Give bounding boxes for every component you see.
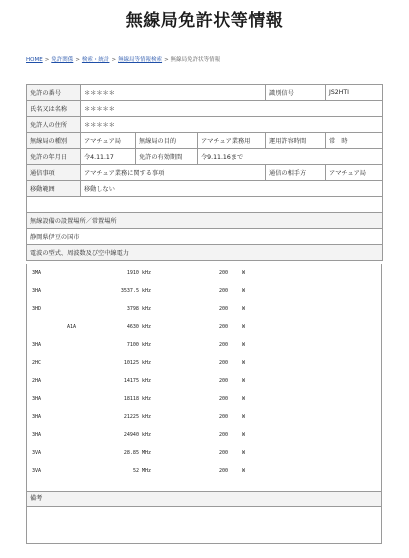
movement-label: 移動範囲 <box>27 181 81 197</box>
emission-type: 3HA <box>32 396 42 402</box>
frequency-row <box>27 396 381 406</box>
emission-type: 2HA <box>32 378 42 384</box>
power-unit: W <box>242 450 246 456</box>
breadcrumb <box>26 55 220 63</box>
emission-type: 3HA <box>32 342 42 348</box>
frequency-value: 10125 kHz <box>123 360 151 366</box>
power-unit: W <box>242 324 246 330</box>
power-value: 200 <box>219 342 229 348</box>
frequency-value: 52 MHz <box>132 468 151 474</box>
breadcrumb-separator: > <box>75 57 80 63</box>
table-row <box>27 197 383 213</box>
validity-label: 免許の有効期間 <box>136 149 198 165</box>
operating-hours-label: 運用許容時間 <box>266 133 326 149</box>
callsign-label: 識別信号 <box>266 85 326 101</box>
operating-hours-value: 常 時 <box>326 133 383 149</box>
frequency-value: 1910 kHz <box>126 270 151 276</box>
comm-matters-label: 通信事項 <box>27 165 81 181</box>
power-unit: W <box>242 270 246 276</box>
table-row <box>27 229 383 245</box>
table-row <box>27 117 383 133</box>
frequency-row <box>27 306 381 316</box>
power-value: 200 <box>219 270 229 276</box>
emission-type: 3HA <box>32 432 42 438</box>
frequency-row <box>27 378 381 388</box>
emission-type: A1A <box>67 324 77 330</box>
frequency-list <box>26 264 382 492</box>
frequency-row <box>27 432 381 442</box>
breadcrumb-home-link[interactable]: HOME <box>26 57 43 63</box>
validity-value: 令9.11.16まで <box>198 149 383 165</box>
power-value: 200 <box>219 414 229 420</box>
frequency-value: 4630 kHz <box>126 324 151 330</box>
frequency-row <box>27 342 381 352</box>
power-unit: W <box>242 360 246 366</box>
name-value: ＊＊＊＊＊ <box>81 101 383 117</box>
frequency-row <box>27 414 381 424</box>
power-value: 200 <box>219 396 229 402</box>
address-value: ＊＊＊＊＊ <box>81 117 383 133</box>
power-unit: W <box>242 378 246 384</box>
frequency-value: 21225 kHz <box>123 414 151 420</box>
breadcrumb-separator: > <box>164 57 169 63</box>
frequency-row <box>27 288 381 298</box>
table-row <box>27 181 383 197</box>
license-date-value: 令4.11.17 <box>81 149 136 165</box>
power-value: 200 <box>219 450 229 456</box>
location-label: 無線設備の設置場所／常置場所 <box>27 213 383 229</box>
frequency-value: 18118 kHz <box>123 396 151 402</box>
power-unit: W <box>242 396 246 402</box>
emission-type: 3HA <box>32 414 42 420</box>
license-info-table <box>26 84 383 261</box>
station-type-value: アマチュア局 <box>81 133 136 149</box>
power-value: 200 <box>219 324 229 330</box>
power-unit: W <box>242 288 246 294</box>
power-unit: W <box>242 468 246 474</box>
table-row <box>27 85 383 101</box>
comm-matters-value: アマチュア業務に関する事項 <box>81 165 266 181</box>
power-unit: W <box>242 342 246 348</box>
power-unit: W <box>242 306 246 312</box>
emission-label: 電波の型式、周波数及び空中線電力 <box>27 245 383 261</box>
comm-partner-value: アマチュア局 <box>326 165 383 181</box>
breadcrumb-separator: > <box>44 57 50 63</box>
table-row <box>27 101 383 117</box>
spacer-cell <box>27 197 383 213</box>
power-value: 200 <box>219 378 229 384</box>
emission-type: 3HA <box>32 288 42 294</box>
power-unit: W <box>242 414 246 420</box>
emission-type: 3VA <box>32 468 42 474</box>
emission-type: 3HD <box>32 306 42 312</box>
table-row <box>27 245 383 261</box>
table-row <box>27 165 383 181</box>
power-value: 200 <box>219 360 229 366</box>
table-row <box>27 149 383 165</box>
comm-partner-label: 通信の相手方 <box>266 165 326 181</box>
power-unit: W <box>242 432 246 438</box>
breadcrumb-current: 無線局免許状等情報 <box>170 57 221 63</box>
frequency-row <box>27 360 381 370</box>
frequency-row <box>27 450 381 460</box>
license-number-value: ＊＊＊＊＊ <box>81 85 266 101</box>
name-label: 氏名又は名称 <box>27 101 81 117</box>
frequency-value: 3537.5 kHz <box>120 288 151 294</box>
callsign-value: JS2HTI <box>326 85 383 101</box>
power-value: 200 <box>219 468 229 474</box>
page-title: 無線局免許状等情報 <box>125 11 284 31</box>
power-value: 200 <box>219 306 229 312</box>
emission-type: 3MA <box>32 270 42 276</box>
frequency-value: 3798 kHz <box>126 306 151 312</box>
purpose-label: 無線局の目的 <box>136 133 198 149</box>
frequency-value: 24940 kHz <box>123 432 151 438</box>
station-type-label: 無線局の種別 <box>27 133 81 149</box>
breadcrumb-separator: > <box>111 57 117 63</box>
address-label: 免許人の住所 <box>27 117 81 133</box>
license-number-label: 免許の番号 <box>27 85 81 101</box>
emission-type: 3VA <box>32 450 42 456</box>
breadcrumb-station-search-link[interactable]: 無線局等情報検索 <box>118 57 163 63</box>
power-value: 200 <box>219 288 229 294</box>
license-date-label: 免許の年月日 <box>27 149 81 165</box>
location-value: 静岡県伊豆の国市 <box>27 229 383 245</box>
frequency-value: 7100 kHz <box>126 342 151 348</box>
frequency-row <box>27 270 381 280</box>
remarks-label: 備考 <box>27 492 381 507</box>
table-row <box>27 213 383 229</box>
frequency-row <box>27 468 381 478</box>
breadcrumb-license-link[interactable]: 免許関係 <box>51 57 74 63</box>
purpose-value: アマチュア業務用 <box>198 133 266 149</box>
remarks-section <box>26 492 382 544</box>
breadcrumb-search-link[interactable]: 検索・統計 <box>81 57 110 63</box>
movement-value: 移動しない <box>81 181 383 197</box>
emission-type: 2HC <box>32 360 42 366</box>
power-value: 200 <box>219 432 229 438</box>
table-row <box>27 133 383 149</box>
frequency-row <box>27 324 381 334</box>
frequency-value: 14175 kHz <box>123 378 151 384</box>
frequency-value: 28.85 MHz <box>123 450 151 456</box>
